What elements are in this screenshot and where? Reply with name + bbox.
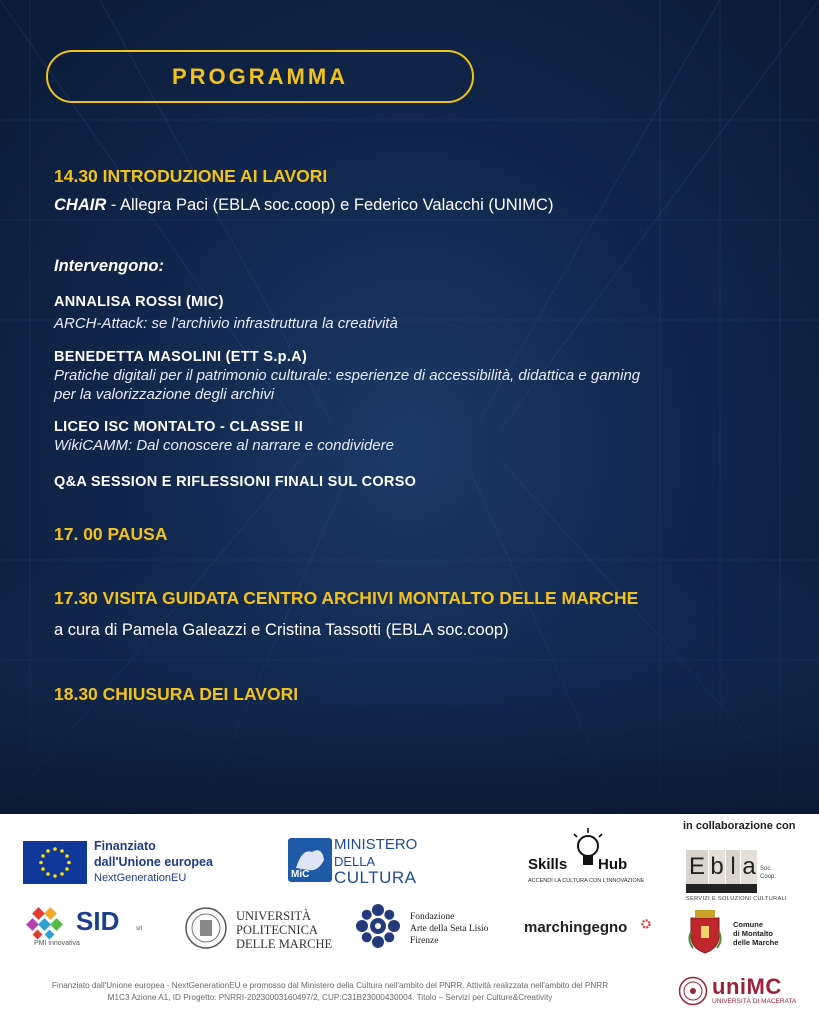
- comune-line1: Comune: [733, 920, 763, 929]
- eu-line3: NextGenerationEU: [94, 872, 187, 884]
- sponsor-footer: [0, 814, 819, 1024]
- ebla-letter-a: a: [741, 850, 757, 884]
- mic-line3: CULTURA: [334, 868, 417, 887]
- marchingegno-logo: marchingegno: [524, 919, 628, 936]
- speaker-1-name: ANNALISA ROSSI (MIC): [54, 294, 224, 310]
- chair-names: - Allegra Paci (EBLA soc.coop) e Federico Valacchi (UNIMC): [106, 196, 554, 214]
- speaker-2-name: BENEDETTA MASOLINI (ETT S.p.A): [54, 349, 308, 365]
- chiusura-title: 18.30 CHIUSURA DEI LAVORI: [54, 684, 299, 704]
- chair-line: [54, 196, 553, 215]
- collab-label: in collaborazione con: [683, 820, 796, 832]
- disclaimer-line1: Finanziato dall'Unione europea - NextGenerationEU e promosso dal Ministero della Cultura nell'ambito del PNRR. Attività realizzata nell'ambito del PNRR: [51, 981, 609, 990]
- mic-line2: DELLA: [334, 854, 376, 869]
- mic-tag: MiC: [291, 869, 310, 880]
- speaker-1-talk: ARCH-Attack: se l'archivio infrastruttura la creatività: [54, 315, 398, 332]
- sid-tagline: PMI innovativa: [34, 940, 80, 947]
- ebla-logo: [686, 850, 776, 894]
- ebla-soc: Soc.: [760, 866, 773, 872]
- speaker-2-talk-line2: per la valorizzazione degli archivi: [54, 386, 275, 403]
- visita-title: 17.30 VISITA GUIDATA CENTRO ARCHIVI MONTALTO DELLE MARCHE: [54, 588, 639, 608]
- skills-left: Skills: [528, 856, 568, 873]
- skills-tagline: ACCENDI LA CULTURA CON L'INNOVAZIONE: [528, 878, 645, 884]
- visita-subtitle: a cura di Pamela Galeazzi e Cristina Tassotti (EBLA soc.coop): [54, 621, 509, 639]
- disclaimer-line2: M1C3 Azione A1, ID Progetto: PNRRI-20230003160497/2, CUP:C31B23000430004. Titolo – Servizi per Culture&Creativity: [107, 993, 553, 1002]
- speaker-3-name: LICEO ISC MONTALTO - CLASSE II: [54, 419, 304, 435]
- speaker-3-talk: WikiCAMM: Dal conoscere al narrare e condividere: [54, 437, 394, 454]
- eu-line2: dall'Unione europea: [94, 855, 213, 869]
- univpm-seal-icon: [184, 906, 228, 950]
- mic-logo-icon: [288, 838, 332, 882]
- ebla-coop: Coop.: [760, 874, 777, 880]
- chair-label: CHAIR: [54, 196, 107, 214]
- ebla-tagline: SERVIZI E SOLUZIONI CULTURALI: [686, 896, 787, 902]
- ebla-letter-b: b: [709, 850, 725, 884]
- fondazione-line1: Fondazione: [410, 912, 455, 922]
- sid-srl: srl: [136, 926, 143, 932]
- sid-name: SID: [76, 906, 120, 936]
- unimc-name: uniMC: [712, 974, 782, 999]
- ebla-letter-l: l: [726, 850, 740, 884]
- comune-line2: di Montalto: [733, 929, 773, 938]
- comune-line3: delle Marche: [733, 938, 779, 947]
- speaker-2-talk-line1: Pratiche digitali per il patrimonio culturale: esperienze di accessibilità, didattica e gaming: [54, 367, 641, 384]
- unimc-seal-icon: [678, 976, 708, 1006]
- pausa-title: 17. 00 PAUSA: [54, 524, 168, 544]
- page-title: PROGRAMMA: [171, 63, 349, 89]
- ebla-base-bar: [686, 884, 757, 893]
- gear-icon: [641, 914, 651, 924]
- programma-title-pill: [46, 50, 474, 103]
- fondazione-line3: Firenze: [410, 936, 439, 946]
- comune-crest-icon: [687, 910, 723, 954]
- unimc-subtitle: UNIVERSITÀ DI MACERATA: [712, 998, 797, 1005]
- intervengono-label: Intervengono:: [54, 257, 164, 275]
- univpm-line1: UNIVERSITÀ: [236, 909, 311, 923]
- qa-session: Q&A SESSION E RIFLESSIONI FINALI SUL CORSO: [54, 474, 417, 490]
- ebla-letter-e: E: [686, 850, 708, 884]
- fondazione-line2: Arte della Seta Lisio: [410, 924, 489, 934]
- eu-line1: Finanziato: [94, 839, 156, 853]
- sid-logo-icon: [26, 906, 74, 940]
- fondazione-rosette-icon: [354, 902, 402, 950]
- skills-right: Hub: [598, 856, 628, 873]
- univpm-line3: DELLE MARCHE: [236, 937, 333, 951]
- mic-line1: MINISTERO: [334, 836, 418, 853]
- eu-flag-icon: [23, 841, 87, 884]
- session-intro-title: 14.30 INTRODUZIONE AI LAVORI: [54, 166, 328, 186]
- univpm-line2: POLITECNICA: [236, 923, 318, 937]
